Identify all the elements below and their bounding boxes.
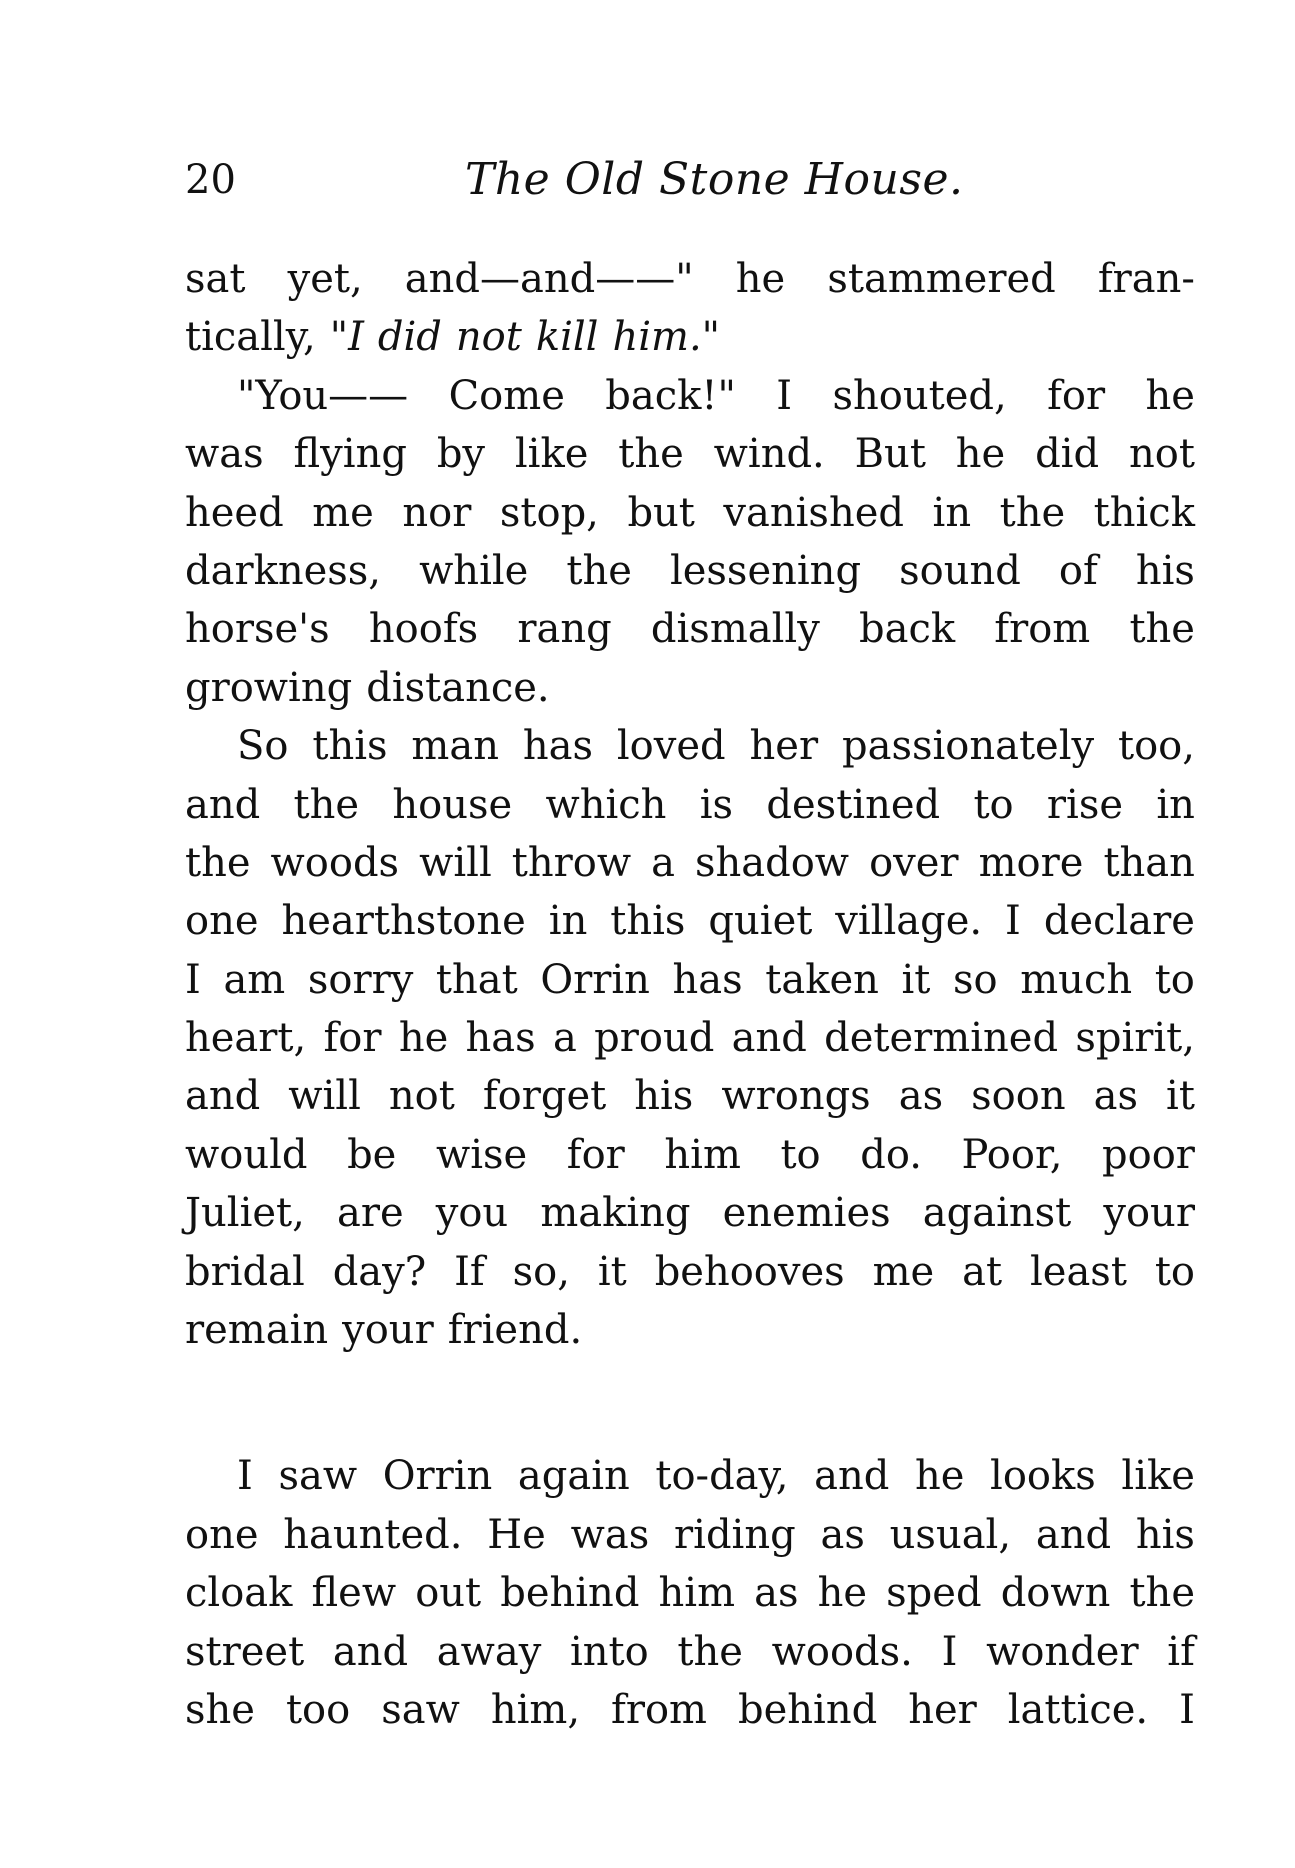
word: one <box>185 1511 259 1558</box>
word: the <box>999 489 1066 536</box>
word: dismally <box>650 606 820 653</box>
word: making <box>540 1190 691 1237</box>
word: loved <box>616 723 726 770</box>
text-line <box>185 892 1195 950</box>
word: again <box>517 1453 630 1500</box>
word: she <box>185 1686 255 1733</box>
text-line <box>185 951 1195 1009</box>
text-line <box>185 834 1195 892</box>
word: village. <box>835 898 983 945</box>
word: sorry <box>307 956 414 1003</box>
running-title: The Old Stone House. <box>465 154 964 205</box>
text-line <box>185 1067 1195 1125</box>
word: lattice. <box>1007 1686 1149 1733</box>
word: growing <box>185 664 353 711</box>
word: down <box>1000 1570 1111 1617</box>
word: haunted. <box>283 1511 463 1558</box>
word: to <box>780 1131 821 1178</box>
word: the <box>185 839 251 886</box>
text-line <box>185 250 1195 308</box>
word: a <box>651 839 675 886</box>
word: horse's <box>185 606 330 653</box>
word: saw <box>381 1686 460 1733</box>
word: forget <box>482 1073 607 1120</box>
word: more <box>978 839 1084 886</box>
word: house <box>392 781 513 828</box>
word: and <box>185 1073 261 1120</box>
word: sound <box>899 547 1021 594</box>
word: nor <box>402 489 472 536</box>
word: and <box>1035 1511 1112 1558</box>
word: this <box>312 723 388 770</box>
word: him, <box>490 1686 581 1733</box>
word: his <box>1135 547 1195 594</box>
word: into <box>570 1628 649 1675</box>
word: which <box>545 781 667 828</box>
word: not <box>1128 431 1195 478</box>
word: him." <box>612 314 721 361</box>
word: behind <box>500 1570 640 1617</box>
word: and <box>731 1015 807 1062</box>
word: as <box>898 1073 944 1120</box>
word: and <box>814 1453 890 1500</box>
word: and—and——" <box>404 256 694 302</box>
word: hearthstone <box>281 898 526 945</box>
word: in <box>1156 781 1195 828</box>
word: one <box>185 898 259 945</box>
word: for <box>323 1015 382 1062</box>
word: his <box>1135 1511 1195 1558</box>
word: to <box>1154 956 1195 1003</box>
word: at <box>962 1248 1003 1295</box>
word: did <box>1035 431 1100 478</box>
word: wind. <box>713 431 825 478</box>
word: So <box>237 723 289 770</box>
word: him <box>658 1570 736 1617</box>
word: by <box>436 431 486 478</box>
word: friend. <box>447 1307 583 1354</box>
word: throw <box>511 839 632 886</box>
word: sat <box>185 256 246 302</box>
word: is <box>699 781 734 828</box>
word: If <box>454 1248 485 1295</box>
word: you <box>435 1190 509 1237</box>
word: not <box>388 1073 455 1120</box>
word: while <box>419 547 529 594</box>
word: flew <box>311 1570 397 1617</box>
word: this <box>610 898 686 945</box>
word: over <box>869 839 959 886</box>
word: me <box>312 489 374 536</box>
word: woods. <box>771 1628 913 1675</box>
word: cloak <box>185 1570 293 1617</box>
word: away <box>436 1628 542 1675</box>
word: will <box>288 1073 361 1120</box>
word: back!" <box>605 372 736 419</box>
word: has <box>522 723 593 770</box>
word: street <box>185 1628 305 1675</box>
word: looks <box>990 1453 1096 1500</box>
text-line <box>185 1009 1195 1067</box>
word: as <box>820 1511 865 1558</box>
word: has <box>672 956 743 1003</box>
word: for <box>566 1131 625 1178</box>
word: Orrin <box>382 1453 493 1500</box>
word: wonder <box>986 1628 1139 1675</box>
word: I <box>1179 1686 1195 1733</box>
word: But <box>854 431 926 478</box>
word: day? <box>332 1248 427 1295</box>
text-line <box>185 717 1195 775</box>
word: did <box>377 314 442 361</box>
word: it <box>597 1248 627 1295</box>
word: Orrin <box>540 956 650 1003</box>
word: too, <box>1118 723 1195 770</box>
text-line <box>185 1184 1195 1242</box>
word: flying <box>293 431 407 478</box>
word: heart, <box>185 1015 307 1062</box>
word: him <box>664 1131 741 1178</box>
word: woods <box>270 839 400 886</box>
word: wise <box>435 1131 528 1178</box>
word: be <box>347 1131 397 1178</box>
word: I <box>237 1453 253 1500</box>
word: saw <box>278 1453 358 1500</box>
word: sped <box>886 1570 982 1617</box>
word: for <box>1047 372 1106 419</box>
word: "I <box>329 314 364 361</box>
word: man <box>411 723 499 770</box>
word: I <box>776 372 793 419</box>
word: I <box>941 1628 958 1675</box>
word: the <box>1129 1570 1195 1617</box>
section-break <box>185 1359 1195 1447</box>
word: kill <box>535 314 599 361</box>
text-line <box>185 1623 1195 1681</box>
word: if <box>1167 1628 1195 1675</box>
word: soon <box>971 1073 1066 1120</box>
word: that <box>435 956 518 1003</box>
word: determined <box>824 1015 1059 1062</box>
word: quiet <box>708 898 813 945</box>
word: her <box>749 723 819 770</box>
text-line <box>185 308 1195 366</box>
word: spirit, <box>1075 1015 1195 1062</box>
word: I <box>1005 898 1021 945</box>
word: from <box>611 1686 707 1733</box>
word: much <box>1020 956 1133 1003</box>
word: yet, <box>287 256 363 302</box>
word: hoofs <box>368 606 479 653</box>
word: are <box>336 1190 404 1237</box>
word: shadow <box>694 839 850 886</box>
word: it <box>1166 1073 1195 1120</box>
word: as <box>1093 1073 1139 1120</box>
word: distance. <box>366 664 550 711</box>
word: am <box>223 956 286 1003</box>
word: rise <box>1046 781 1124 828</box>
word: in <box>932 489 972 536</box>
word: he <box>735 256 786 302</box>
word: stop, <box>499 489 599 536</box>
word: and <box>332 1628 409 1675</box>
word: me <box>872 1248 935 1295</box>
word: and <box>185 781 261 828</box>
word: like <box>1121 1453 1195 1500</box>
word: but <box>627 489 695 536</box>
word: behooves <box>654 1248 845 1295</box>
word: to-day, <box>655 1453 789 1500</box>
word: the <box>293 781 360 828</box>
word: the <box>618 431 684 478</box>
text-line <box>185 1243 1195 1301</box>
word: tically, <box>185 314 316 361</box>
text-line <box>185 1506 1195 1564</box>
word: back <box>859 606 956 653</box>
word: to <box>1154 1248 1195 1295</box>
word: fran- <box>1097 256 1195 302</box>
text-line <box>185 776 1195 834</box>
word: from <box>994 606 1091 653</box>
page-header <box>185 150 1195 210</box>
text-line <box>185 600 1195 658</box>
word: would <box>185 1131 308 1178</box>
word: He <box>487 1511 546 1558</box>
word: so, <box>512 1248 570 1295</box>
word: he <box>817 1570 868 1617</box>
word: the <box>1129 606 1195 653</box>
word: remain <box>185 1307 329 1354</box>
text-line <box>185 1126 1195 1184</box>
text-line <box>185 484 1195 542</box>
word: bridal <box>185 1248 305 1295</box>
word: do. <box>860 1131 922 1178</box>
word: behind <box>737 1686 878 1733</box>
text-line <box>185 1447 1195 1505</box>
word: Come <box>448 372 565 419</box>
word: destined <box>766 781 941 828</box>
text-line <box>185 425 1195 483</box>
text-line <box>185 367 1195 425</box>
word: lessening <box>669 547 862 594</box>
word: proud <box>594 1015 715 1062</box>
word: declare <box>1043 898 1195 945</box>
page-number: 20 <box>185 157 236 203</box>
word: he <box>955 431 1006 478</box>
word: her <box>908 1686 977 1733</box>
word: to <box>973 781 1014 828</box>
text-line <box>185 1301 1195 1359</box>
word: was <box>570 1511 650 1558</box>
word: he <box>398 1015 449 1062</box>
word: your <box>1103 1190 1195 1237</box>
word: passionately <box>841 723 1095 770</box>
word: too <box>285 1686 351 1733</box>
word: out <box>415 1570 482 1617</box>
word: a <box>552 1015 577 1062</box>
word: than <box>1103 839 1195 886</box>
word: was <box>185 431 264 478</box>
word: he <box>914 1453 965 1500</box>
word: Juliet, <box>185 1190 305 1237</box>
word: has <box>465 1015 536 1062</box>
word: the <box>677 1628 743 1675</box>
text-line <box>185 659 1195 717</box>
word: riding <box>674 1511 796 1558</box>
word: not <box>455 314 522 361</box>
word: it <box>901 956 931 1003</box>
word: heed <box>185 489 284 536</box>
word: wrongs <box>721 1073 871 1120</box>
word: so <box>953 956 998 1003</box>
word: enemies <box>722 1190 891 1237</box>
word: against <box>922 1190 1072 1237</box>
word: shouted, <box>832 372 1007 419</box>
word: Poor, <box>961 1131 1063 1178</box>
word: usual, <box>889 1511 1012 1558</box>
word: poor <box>1102 1131 1195 1178</box>
word: darkness, <box>185 547 382 594</box>
word: least <box>1029 1248 1127 1295</box>
word: thick <box>1093 489 1195 536</box>
word: he <box>1145 372 1195 419</box>
word: his <box>634 1073 694 1120</box>
word: rang <box>517 606 612 653</box>
word: I <box>185 956 201 1003</box>
word: of <box>1058 547 1098 594</box>
word: the <box>566 547 632 594</box>
word: taken <box>765 956 879 1003</box>
word: "You—— <box>237 372 409 419</box>
body-text <box>185 250 1195 1739</box>
text-line <box>185 1564 1195 1622</box>
text-line <box>185 542 1195 600</box>
word: your <box>342 1307 434 1354</box>
word: vanished <box>723 489 904 536</box>
word: in <box>548 898 588 945</box>
text-line <box>185 1681 1195 1739</box>
word: like <box>514 431 589 478</box>
word: stammered <box>827 256 1056 302</box>
word: will <box>419 839 492 886</box>
word: as <box>754 1570 799 1617</box>
